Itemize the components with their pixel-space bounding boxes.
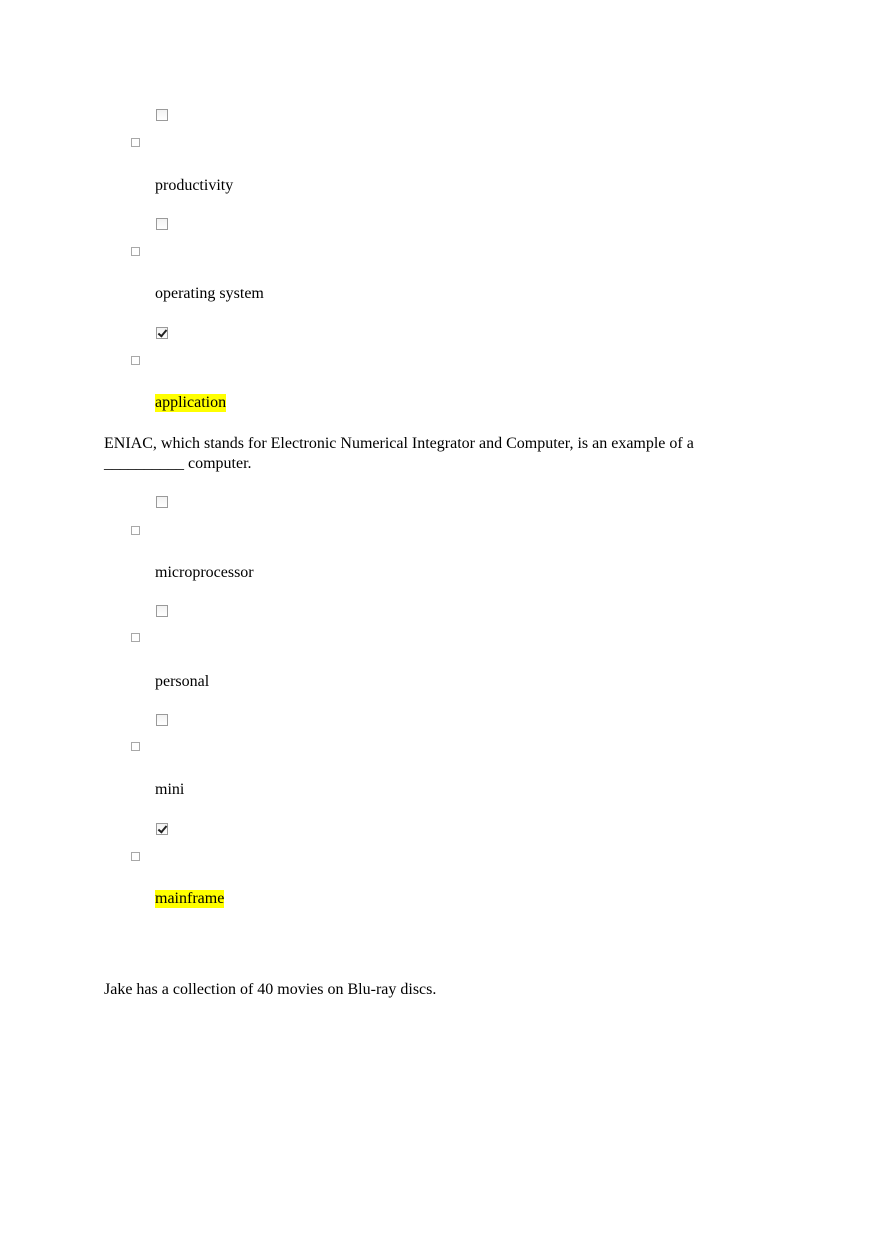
question-text-eniac: ENIAC, which stands for Electronic Numerical Integrator and Computer, is an example of a __________ computer. (104, 435, 694, 472)
option-checkbox[interactable] (156, 496, 168, 508)
option-bullet (131, 633, 140, 642)
option-bullet (131, 356, 140, 365)
question-text-jake: Jake has a collection of 40 movies on Blu-ray discs. (104, 981, 437, 998)
option-checkbox[interactable] (156, 605, 168, 617)
option-bullet (131, 742, 140, 751)
option-label-productivity: productivity (155, 177, 234, 194)
option-label-mainframe: mainframe (155, 890, 225, 907)
option-checkbox-checked[interactable] (156, 327, 168, 339)
option-label-operating-system: operating system (155, 285, 264, 302)
option-label-application: application (155, 394, 227, 411)
option-checkbox[interactable] (156, 109, 168, 121)
option-checkbox[interactable] (156, 714, 168, 726)
option-checkbox[interactable] (156, 218, 168, 230)
option-checkbox-checked[interactable] (156, 823, 168, 835)
option-bullet (131, 138, 140, 147)
option-bullet (131, 852, 140, 861)
option-label-mini: mini (155, 781, 185, 798)
option-label-microprocessor: microprocessor (155, 564, 254, 581)
option-bullet (131, 247, 140, 256)
option-bullet (131, 526, 140, 535)
option-label-personal: personal (155, 673, 210, 690)
